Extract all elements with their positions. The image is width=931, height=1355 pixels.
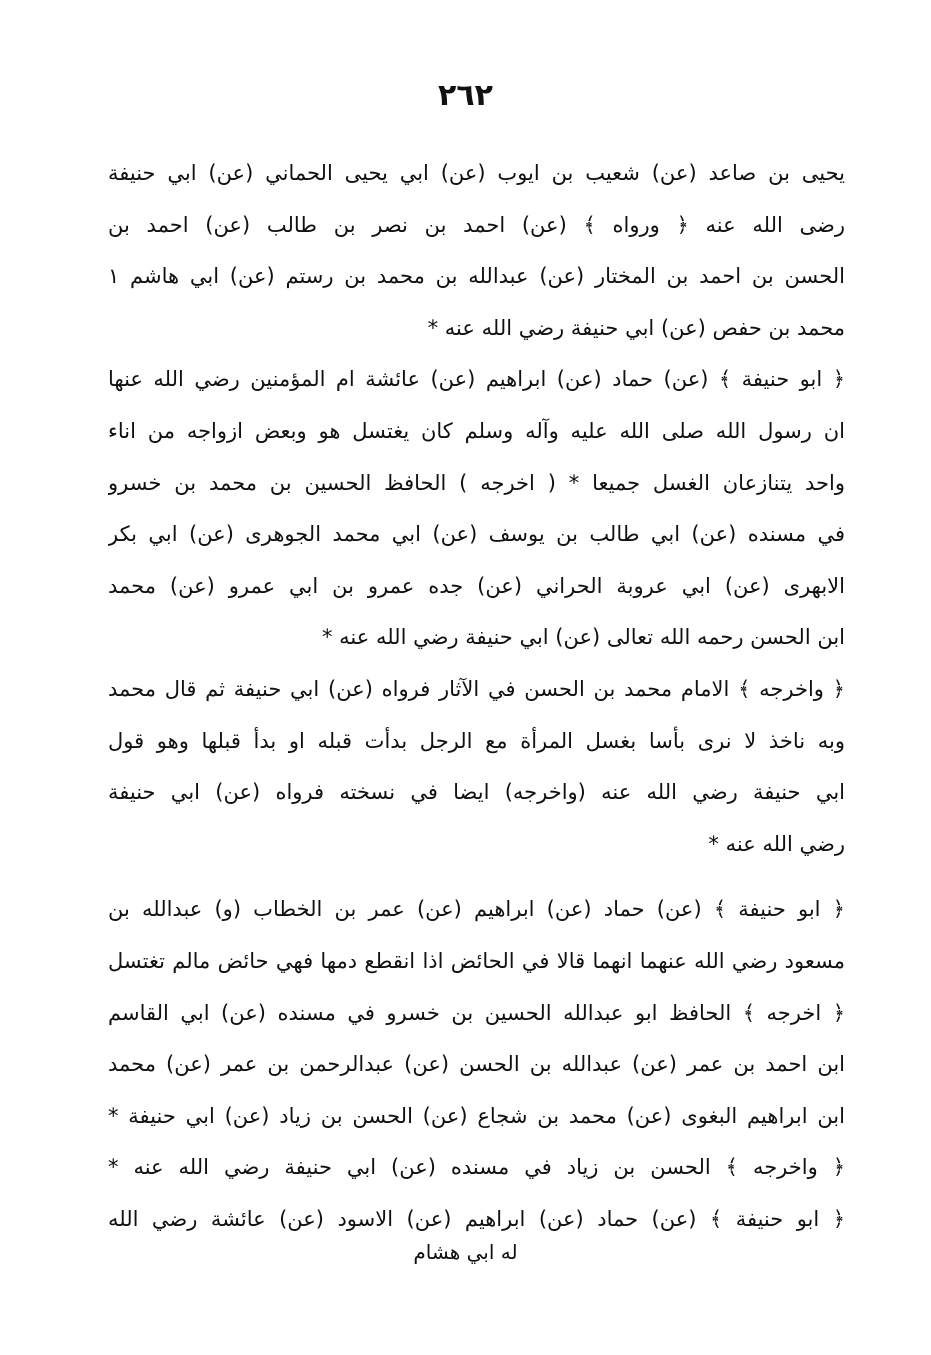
- body-text: [108, 148, 845, 1245]
- text-line: ابن ابراهيم البغوى (عن) محمد بن شجاع (عن) الحسن بن زياد (عن) ابي حنيفة *: [108, 1103, 845, 1128]
- text-line: ابي حنيفة رضي الله عنه (واخرجه) ايضا في نسخته فرواه (عن) ابي حنيفة: [108, 780, 845, 805]
- footnote: له ابي هشام: [413, 1240, 518, 1264]
- text-line: مسعود رضي الله عنهما انهما قالا في الحائض اذا انقطع دمها فهي حائض مالم تغتسل: [108, 948, 845, 973]
- text-line: ﴿ ابو حنيفة ﴾ (عن) حماد (عن) ابراهيم (عن) عمر بن الخطاب (و) عبدالله بن: [108, 897, 845, 922]
- text-line: واحد يتنازعان الغسل جميعا * ( اخرجه ) الحافظ الحسين بن محمد بن خسرو: [108, 470, 845, 495]
- text-line: يحيى بن صاعد (عن) شعيب بن ايوب (عن) ابي يحيى الحماني (عن) ابي حنيفة: [108, 161, 845, 185]
- text-line: الابهرى (عن) ابي عروبة الحراني (عن) جده عمرو بن ابي عمرو (عن) محمد: [108, 573, 845, 598]
- text-line: ﴿ ابو حنيفة ﴾ (عن) حماد (عن) ابراهيم (عن) عائشة ام المؤمنين رضي الله عنها: [108, 367, 845, 392]
- text-line: في مسنده (عن) ابي طالب بن يوسف (عن) ابي محمد الجوهرى (عن) ابي بكر: [108, 522, 845, 547]
- text-line: وبه ناخذ لا نرى بأسا بغسل المرأة مع الرجل بدأت قبله او بدأ قبلها وهو قول: [108, 728, 845, 753]
- text-line: ﴿ واخرجه ﴾ الامام محمد بن الحسن في الآثار فرواه (عن) ابي حنيفة ثم قال محمد: [108, 676, 845, 701]
- text-line: ابن احمد بن عمر (عن) عبدالله بن الحسن (عن) عبدالرحمن بن عمر (عن) محمد: [108, 1052, 845, 1077]
- text-line: ﴿ ابو حنيفة ﴾ (عن) حماد (عن) ابراهيم (عن) الاسود (عن) عائشة رضي الله: [108, 1206, 845, 1231]
- page-number: ٢٦٢: [438, 78, 493, 113]
- text-line: ﴿ واخرجه ﴾ الحسن بن زياد في مسنده (عن) ابي حنيفة رضي الله عنه *: [108, 1155, 845, 1180]
- text-line: ﴿ اخرجه ﴾ الحافظ ابو عبدالله الحسين بن خسرو في مسنده (عن) ابي القاسم: [108, 1000, 845, 1025]
- text-line: رضى الله عنه ﴿ ورواه ﴾ (عن) احمد بن نصر بن طالب (عن) احمد بن: [108, 212, 845, 237]
- text-line: ابن الحسن رحمه الله تعالى (عن) ابي حنيفة رضي الله عنه *: [321, 625, 845, 650]
- text-line: رضي الله عنه *: [708, 831, 845, 856]
- text-line: محمد بن حفص (عن) ابي حنيفة رضي الله عنه *: [427, 315, 845, 340]
- text-line: الحسن بن احمد بن المختار (عن) عبدالله بن محمد بن رستم (عن) ابي هاشم ١: [108, 264, 845, 289]
- text-line: ان رسول الله صلى الله عليه وآله وسلم كان يغتسل هو وبعض ازواجه من اناء: [108, 418, 845, 443]
